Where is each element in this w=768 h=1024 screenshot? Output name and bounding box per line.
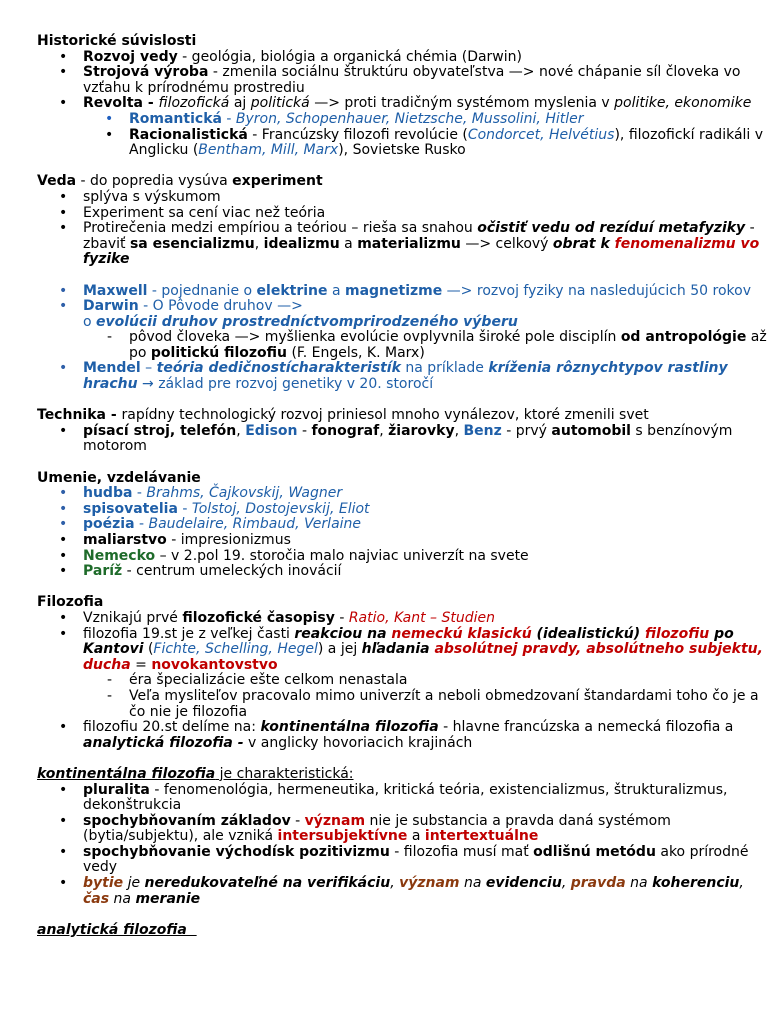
list-item: • hudba - Brahms, Čajkovskij, Wagner (37, 486, 768, 502)
section-title: analytická filozofia (37, 921, 197, 938)
sub-list-item: • Racionalistická - Francúzsky filozofi revolúcie (Condorcet, Helvétius), filozofickí radikáli v Anglicku (Bentham, Mill, Marx), Sovietske Rusko (37, 128, 768, 159)
list-item: • maliarstvo - impresionizmus (37, 533, 768, 549)
list-item: • Experiment sa cení viac než teória (37, 206, 768, 222)
list-item: • Vznikajú prvé filozofické časopisy - Ratio, Kant – Studien (37, 611, 768, 627)
list-item: • filozofia 19.st je z veľkej časti reakciou na nemeckú klasickú (idealistickú) filozofiu po Kantovi (Fichte, Schelling, Hegel) a jej hľadania absolútnej pravdy, absolútneho subjektu, ducha = novokantovstvo (37, 627, 768, 674)
bullet-list (37, 783, 768, 908)
list-item: • Revolta - filozofická aj politická —> proti tradičným systémom myslenia v politike, ekonomike (37, 96, 768, 112)
bullet-list (37, 190, 768, 268)
dash-list-item: - Veľa mysliteľov pracovalo mimo univerzít a neboli obmedzovaní štandardami toho čo je a čo nie je filozofia (37, 689, 768, 720)
list-item: • Rozvoj vedy - geológia, biológia a organická chémia (Darwin) (37, 50, 768, 66)
bullet-list (37, 611, 768, 751)
section-continental-philosophy (37, 767, 768, 907)
section-historical-context (37, 34, 768, 159)
list-item: • Darwin - O Pôvode druhov —> o evolúcii druhov prostredníctvomprirodzeného výberu (37, 299, 768, 330)
list-item: • filozofiu 20.st delíme na: kontinentálna filozofia - hlavne francúzska a nemecká filozofia a analytická filozofia - v anglicky hovoriacich krajinách (37, 720, 768, 751)
list-item: • bytie je neredukovateľné na verifikáciu, význam na evidenciu, pravda na koherenciu, čas na meranie (37, 876, 768, 907)
section-philosophy (37, 595, 768, 751)
section-title: Veda - do popredia vysúva experiment (37, 173, 323, 190)
list-item: • poézia - Baudelaire, Rimbaud, Verlaine (37, 517, 768, 533)
list-item: • Nemecko – v 2.pol 19. storočia malo najviac univerzít na svete (37, 549, 768, 565)
list-item: • Protirečenia medzi empíriou a teóriou – rieša sa snahou očistiť vedu od rezíduí metafyziky - zbaviť sa esencializmu, idealizmu a materializmu —> celkový obrat k fenomenalizmu vo fyzike (37, 221, 768, 268)
section-title: Umenie, vzdelávanie (37, 469, 201, 486)
bullet-list (37, 424, 768, 455)
list-item: • Maxwell - pojednanie o elektrine a magnetizme —> rozvoj fyziky na nasledujúcich 50 rokov (37, 284, 768, 300)
list-item: • písací stroj, telefón, Edison - fonograf, žiarovky, Benz - prvý automobil s benzínovým motorom (37, 424, 768, 455)
section-technology (37, 408, 768, 455)
bullet-list (37, 50, 768, 159)
sub-list-item: • Romantická - Byron, Schopenhauer, Nietzsche, Mussolini, Hitler (37, 112, 768, 128)
section-art-education (37, 471, 768, 580)
section-title: Historické súvislosti (37, 33, 197, 49)
section-science (37, 174, 768, 392)
section-title: Filozofia (37, 594, 104, 611)
list-item: • splýva s výskumom (37, 190, 768, 206)
list-item: • spochybňovaním základov - význam nie je substancia a pravda daná systémom (bytia/subjektu), ale vzniká intersubjektívne a intertextuálne (37, 814, 768, 845)
section-title: Technika - rapídny technologický rozvoj priniesol mnoho vynálezov, ktoré zmenili svet (37, 407, 649, 424)
list-item: • spisovatelia - Tolstoj, Dostojevskij, Eliot (37, 502, 768, 518)
list-item: • Strojová výroba - zmenila sociálnu štruktúru obyvateľstva —> nové chápanie síl človeka vo vzťahu k prírodnému prostrediu (37, 65, 768, 96)
list-item: • pluralita - fenomenológia, hermeneutika, kritická teória, existencializmus, štrukturalizmus, dekonštrukcia (37, 783, 768, 814)
section-title: kontinentálna filozofia je charakteristická: (37, 765, 354, 782)
dash-list-item: - pôvod človeka —> myšlienka evolúcie ovplyvnila široké pole disciplín od antropológie až po politickú filozofiu (F. Engels, K. Marx) (37, 330, 768, 361)
list-item: • Mendel – teória dedičnostícharakteristík na príklade kríženia rôznychtypov rastliny hrachu → základ pre rozvoj genetiky v 20. storočí (37, 361, 768, 392)
list-item: • spochybňovanie východísk pozitivizmu - filozofia musí mať odlišnú metódu ako prírodné vedy (37, 845, 768, 876)
bullet-list (37, 284, 768, 393)
section-analytic-philosophy (37, 923, 768, 939)
bullet-list (37, 486, 768, 580)
dash-list-item: - éra špecializácie ešte celkom nenastala (37, 673, 768, 689)
list-item: • Paríž - centrum umeleckých inovácií (37, 564, 768, 580)
